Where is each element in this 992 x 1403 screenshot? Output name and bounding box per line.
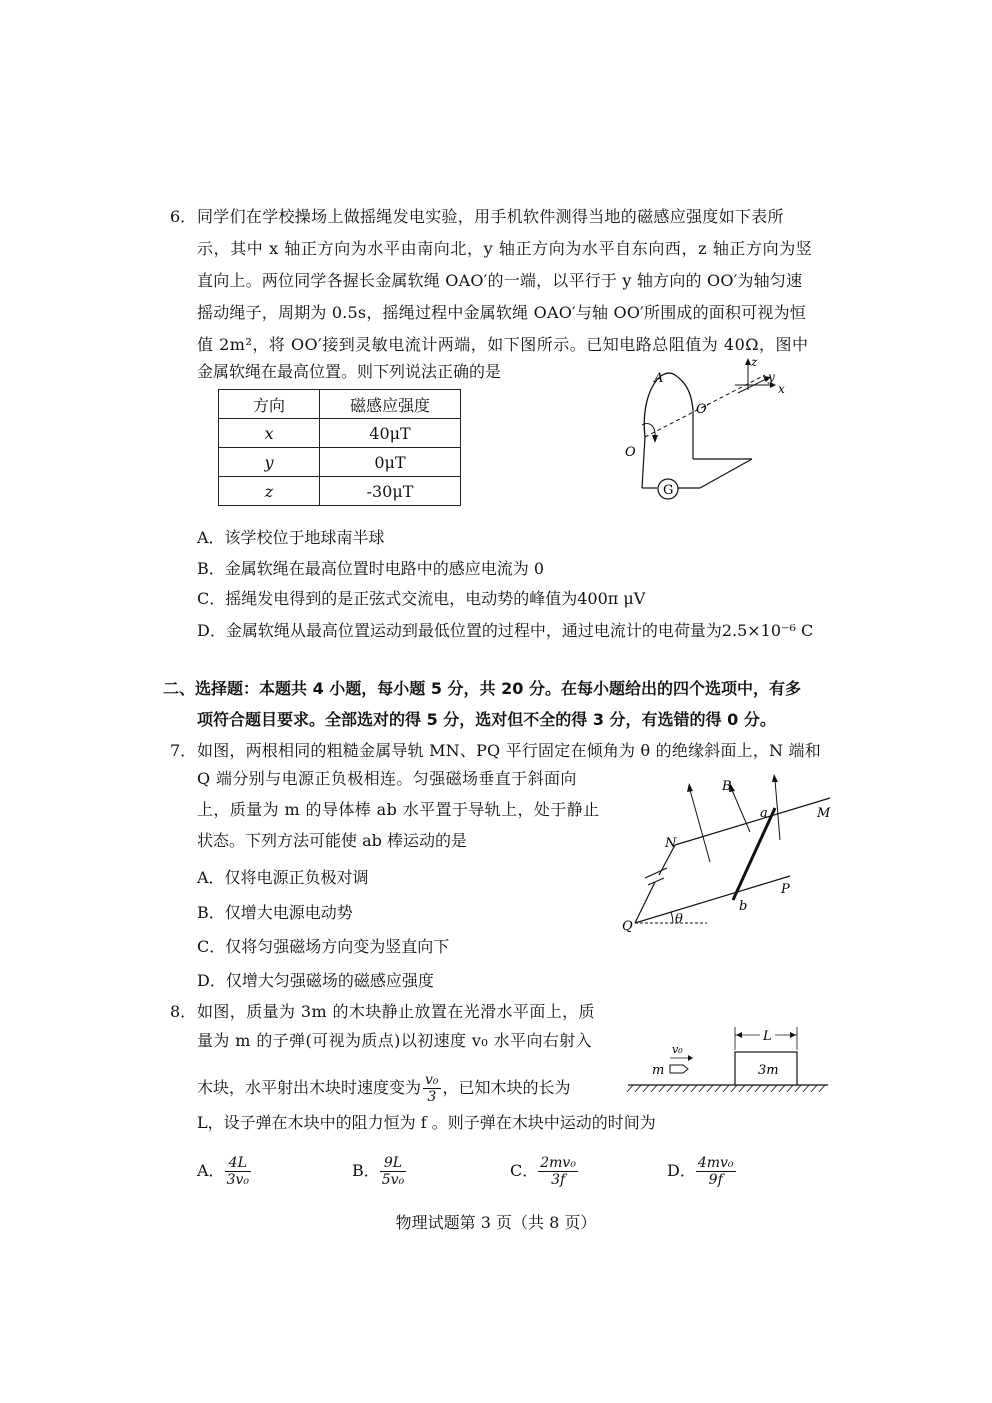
q8-option-b <box>352 1155 406 1188</box>
battery-plate-short <box>648 878 664 885</box>
bullet-mass-label: m <box>652 1063 665 1078</box>
rope-generator-figure <box>600 355 800 505</box>
hatch-line <box>675 1085 681 1092</box>
battery-plate-long <box>645 868 667 878</box>
section2-heading-2: 项符合题目要求。全部选对的得 5 分，选对但不全的得 3 分，有选错的得 0 分。 <box>197 710 776 729</box>
hatch-line <box>691 1085 697 1092</box>
hatch-line <box>731 1085 737 1092</box>
hatch-line <box>787 1085 793 1092</box>
table-header-row <box>219 390 461 419</box>
label-theta: θ <box>675 912 683 927</box>
table-cell-value: 40μT <box>320 419 461 448</box>
option-denominator: 3v₀ <box>226 1172 249 1188</box>
option-fraction <box>380 1155 406 1188</box>
q7-number: 7． <box>170 741 197 760</box>
hatch-line <box>739 1085 745 1092</box>
q6-text-1: 同学们在学校操场上做摇绳发电实验，用手机软件测得当地的磁感应强度如下表所 <box>197 207 784 226</box>
velocity-label: v₀ <box>672 1043 683 1056</box>
table-header-field: 磁感应强度 <box>320 390 461 419</box>
q6-option-d: D．金属软绳从最高位置运动到最低位置的过程中，通过电流计的电荷量为2.5×10⁻⁶ C <box>197 621 814 640</box>
option-label: B． <box>352 1161 380 1180</box>
q7-text-1: 如图，两根相同的粗糙金属导轨 MN、PQ 平行固定在倾角为 θ 的绝缘斜面上，N 端和 <box>197 741 821 760</box>
label-a: a <box>760 806 768 821</box>
table-row <box>219 477 461 506</box>
label-b: b <box>739 899 748 914</box>
rotation-arrowhead <box>652 435 658 443</box>
table-cell-value: -30μT <box>320 477 461 506</box>
hatch-line <box>811 1085 817 1092</box>
q8-option-a <box>197 1155 251 1188</box>
hatch-line <box>707 1085 713 1092</box>
table-cell-axis: x <box>219 419 320 448</box>
option-label: D． <box>667 1161 696 1180</box>
rod-ab <box>733 808 775 900</box>
q6-text-5: 值 2m²，将 OO′接到灵敏电流计两端，如下图所示。已知电路总阻值为 40Ω，图中 <box>197 335 809 354</box>
label-P: P <box>781 882 790 897</box>
speed-fraction-denominator: 3 <box>427 1089 437 1105</box>
q7-option-a: A．仅将电源正负极对调 <box>197 868 369 887</box>
hatch-line <box>795 1085 801 1092</box>
option-numerator: 2mv₀ <box>540 1155 576 1171</box>
label-A: A <box>654 371 664 386</box>
label-x: x <box>778 382 785 396</box>
label-O-prime: O′ <box>696 402 710 417</box>
q6-number: 6． <box>170 207 197 226</box>
q8-text-3b: ，已知木块的长为 <box>442 1078 571 1097</box>
q8-number: 8． <box>170 1002 197 1021</box>
hatch-line <box>627 1085 633 1092</box>
b-field-arrow-3 <box>772 774 778 782</box>
q6-option-c: C．摇绳发电得到的是正弦式交流电，电动势的峰值为400π μV <box>197 589 646 608</box>
metal-rope <box>644 373 693 437</box>
q7-text-2: Q 端分别与电源正负极相连。匀强磁场垂直于斜面向 <box>197 769 577 788</box>
hatch-line <box>771 1085 777 1092</box>
length-label: L <box>763 1029 772 1044</box>
b-field-arrow-1 <box>687 783 693 792</box>
hatch-line <box>699 1085 705 1092</box>
q8-text-4: L，设子弹在木块中的阻力恒为 f 。则子弹在木块中运动的时间为 <box>197 1113 656 1132</box>
label-N: N <box>665 836 677 851</box>
q8-option-c <box>510 1155 578 1188</box>
hatch-line <box>715 1085 721 1092</box>
option-fraction <box>538 1155 578 1188</box>
length-arrow-left <box>736 1032 742 1038</box>
hatch-line <box>651 1085 657 1092</box>
q6-text-6: 金属软绳在最高位置。则下列说法正确的是 <box>197 362 502 381</box>
hatch-line <box>763 1085 769 1092</box>
hatch-line <box>635 1085 641 1092</box>
table-row <box>219 448 461 477</box>
table-header-direction: 方向 <box>219 390 320 419</box>
q6-option-a: A．该学校位于地球南半球 <box>197 528 385 547</box>
hatch-line <box>723 1085 729 1092</box>
wire-left <box>642 437 645 488</box>
velocity-arrowhead <box>688 1055 693 1061</box>
theta-arc <box>671 912 673 923</box>
label-M: M <box>817 806 831 821</box>
hatch-line <box>755 1085 761 1092</box>
hatch-line <box>747 1085 753 1092</box>
speed-fraction <box>423 1072 441 1105</box>
q7-option-c: C．仅将匀强磁场方向变为竖直向下 <box>197 937 450 956</box>
q7-option-b: B．仅增大电源电动势 <box>197 903 353 922</box>
galvanometer-label: G <box>663 483 674 498</box>
table-cell-value: 0μT <box>320 448 461 477</box>
incline-rails-figure <box>615 770 845 940</box>
bullet-block-figure <box>625 1022 835 1102</box>
y-axis <box>738 379 766 393</box>
ground-hatching <box>627 1085 825 1092</box>
hatch-line <box>667 1085 673 1092</box>
option-numerator: 4mv₀ <box>697 1155 734 1171</box>
option-fraction <box>225 1155 251 1188</box>
hatch-line <box>779 1085 785 1092</box>
table-row <box>219 419 461 448</box>
hatch-line <box>659 1085 665 1092</box>
hatch-line <box>803 1085 809 1092</box>
option-numerator: 9L <box>380 1155 406 1172</box>
speed-fraction-numerator: v₀ <box>425 1072 439 1088</box>
q8-text-3 <box>197 1072 571 1105</box>
option-denominator: 5v₀ <box>381 1172 405 1188</box>
q6-text-3: 直向上。两位同学各握长金属软绳 OAO′的一端，以平行于 y 轴方向的 OO′为轴匀速 <box>197 271 803 290</box>
q8-options <box>197 1147 777 1191</box>
hatch-line <box>643 1085 649 1092</box>
rail-PQ <box>635 876 790 923</box>
label-y: y <box>768 370 775 384</box>
block-mass-label: 3m <box>758 1063 779 1078</box>
hatch-line <box>819 1085 825 1092</box>
q8-text-3a: 木块，水平射出木块时速度变为 <box>197 1078 422 1097</box>
q8-text-2: 量为 m 的子弹(可视为质点)以初速度 v₀ 水平向右射入 <box>197 1031 593 1050</box>
option-denominator: 3f <box>551 1172 566 1188</box>
magnetic-field-table <box>218 389 461 506</box>
label-B: B <box>722 779 732 794</box>
section2-heading-1: 二、选择题：本题共 4 小题，每小题 5 分，共 20 分。在每小题给出的四个选项中，有多 <box>163 679 801 698</box>
q6-text-2: 示，其中 x 轴正方向为水平由南向北，y 轴正方向为水平自东向西，z 轴正方向为竖 <box>197 239 813 258</box>
q7-text-4: 状态。下列方法可能使 ab 棒运动的是 <box>197 831 467 850</box>
table-cell-axis: z <box>219 477 320 506</box>
option-label: C． <box>510 1161 539 1180</box>
bullet <box>670 1065 688 1073</box>
label-Q: Q <box>622 919 633 934</box>
page-footer: 物理试题第 3 页（共 8 页） <box>395 1213 597 1232</box>
option-label: A． <box>197 1161 225 1180</box>
rail-end-left-lower <box>635 882 655 923</box>
q6-text-4: 摇动绳子，周期为 0.5s，摇绳过程中金属软绳 OAO′与轴 OO′所围成的面积可视为恒 <box>197 303 807 322</box>
length-arrow-right <box>790 1032 796 1038</box>
label-z: z <box>751 355 758 369</box>
q8-text-1: 如图，质量为 3m 的木块静止放置在光滑水平面上，质 <box>197 1002 595 1021</box>
b-field-line-3 <box>775 780 780 840</box>
b-field-line-1 <box>690 790 710 862</box>
option-fraction <box>696 1155 736 1188</box>
option-numerator: 4L <box>225 1155 251 1172</box>
q7-text-3: 上，质量为 m 的导体棒 ab 水平置于导轨上，处于静止 <box>197 800 600 819</box>
table-cell-axis: y <box>219 448 320 477</box>
hatch-line <box>683 1085 689 1092</box>
label-O: O <box>625 445 636 460</box>
q8-option-d <box>667 1155 736 1188</box>
option-denominator: 9f <box>708 1172 723 1188</box>
wire-diagonal <box>700 459 752 488</box>
q6-option-b: B．金属软绳在最高位置时电路中的感应电流为 0 <box>197 559 545 578</box>
q7-option-d: D．仅增大匀强磁场的磁感应强度 <box>197 971 434 990</box>
b-field-line-2 <box>732 790 750 832</box>
